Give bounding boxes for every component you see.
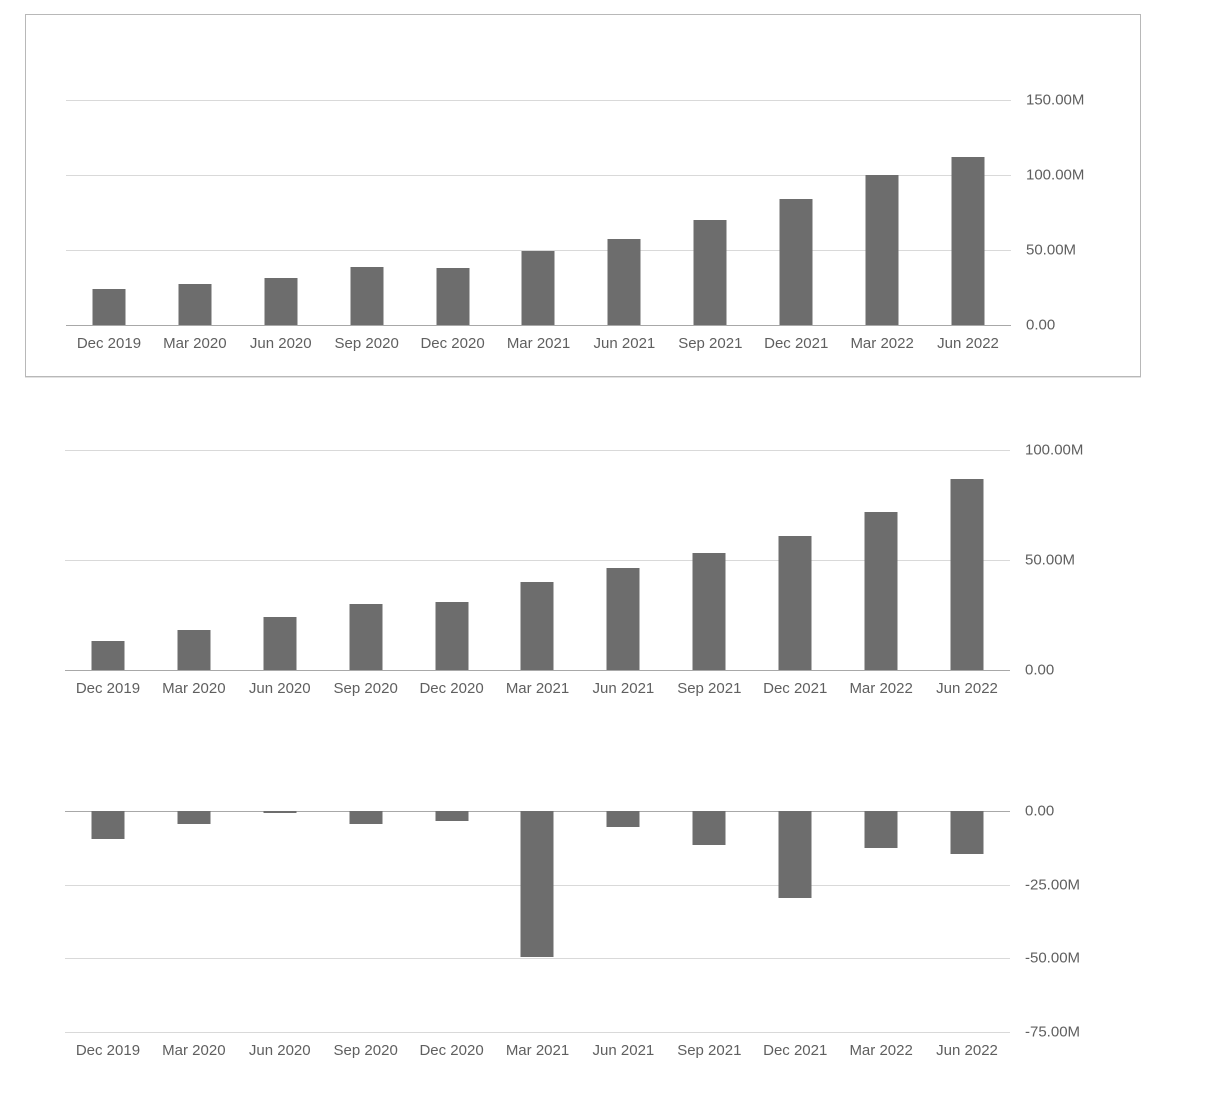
bar[interactable] [952,157,985,325]
xtick-label: Jun 2020 [248,680,311,697]
ytick-label: 100.00M [1026,166,1085,184]
xtick-label: Mar 2020 [162,1042,226,1059]
axis-line-zero [66,325,1011,326]
bar[interactable] [780,199,813,325]
bar-slot [924,811,1010,1032]
bar-slot [237,450,323,670]
bar[interactable] [951,479,984,670]
ytick-label: -75.00M [1025,1023,1081,1041]
axis-line-zero [65,670,1010,671]
bar[interactable] [521,811,554,957]
xtick-label: Dec 2019 [76,335,142,352]
bar[interactable] [349,811,382,824]
bar[interactable] [694,220,727,325]
xtick-label: Jun 2022 [937,335,999,352]
xtick-label: Mar 2022 [849,680,913,697]
bar[interactable] [435,602,468,670]
xtick-label: Sep 2020 [333,680,398,697]
bar-slot [409,450,495,670]
xtick-label: Jun 2020 [248,1042,311,1059]
bar-slot [495,450,581,670]
bar-slot [323,811,409,1032]
xtick-label: Dec 2019 [75,1042,141,1059]
bar[interactable] [435,811,468,821]
bar-slot [324,77,410,325]
bar[interactable] [92,289,125,325]
bar[interactable] [865,512,898,670]
xtick-label: Sep 2021 [677,1042,742,1059]
xtick-label: Sep 2021 [677,680,742,697]
bar-slot [410,77,496,325]
bar-slot [752,811,838,1032]
ytick-label: 0.00 [1026,316,1056,334]
bar[interactable] [607,811,640,827]
xtick-label: Dec 2019 [75,680,141,697]
bar[interactable] [436,268,469,325]
bar-slot [925,77,1011,325]
bar[interactable] [178,284,211,325]
plot-area-2-bars [65,450,1010,670]
bar-slot [580,450,666,670]
ytick-label: 150.00M [1026,91,1085,108]
xtick-label: Dec 2021 [763,1042,828,1059]
xtick-label: Mar 2022 [849,1042,913,1059]
bar-slot [237,811,323,1032]
gridline-minus75 [65,1032,1010,1033]
xtick-label: Jun 2021 [592,680,655,697]
bar-slot [666,811,752,1032]
bar[interactable] [865,811,898,848]
bar[interactable] [91,811,124,839]
bar[interactable] [91,641,124,670]
bar-slot [151,811,237,1032]
bar[interactable] [349,604,382,670]
xtick-label: Jun 2022 [936,1042,998,1059]
ytick-label: -25.00M [1025,876,1081,894]
xtick-label: Dec 2020 [419,680,484,697]
bar-slot [667,77,753,325]
bar-slot [838,450,924,670]
xtick-label: Jun 2021 [592,1042,655,1059]
bar-series-3 [65,811,1010,1032]
bar[interactable] [779,536,812,670]
xtick-label: Mar 2022 [850,335,914,352]
chart-panel-1 [25,14,1141,377]
bar-slot [496,77,582,325]
xtick-label: Jun 2022 [936,680,998,697]
bar-slot [151,450,237,670]
xtick-label: Mar 2021 [506,335,571,352]
xtick-label: Mar 2021 [505,1042,570,1059]
bar[interactable] [607,568,640,670]
bar-slot [839,77,925,325]
bar[interactable] [693,811,726,845]
bar-slot [580,811,666,1032]
xtick-label: Dec 2020 [420,335,485,352]
bar-slot [666,450,752,670]
xtick-label: Dec 2021 [764,335,829,352]
bar[interactable] [521,582,554,670]
bar-slot [924,450,1010,670]
plot-area-3-bars [65,811,1010,1032]
bar-slot [581,77,667,325]
xtick-label: Jun 2021 [593,335,656,352]
xtick-label: Mar 2020 [163,335,227,352]
bar[interactable] [522,251,555,325]
bar-slot [238,77,324,325]
bar[interactable] [350,267,383,325]
bar-slot [323,450,409,670]
bar-slot [495,811,581,1032]
xtick-label: Sep 2020 [333,1042,398,1059]
bar[interactable] [693,553,726,670]
bar-slot [66,77,152,325]
xtick-label: Sep 2021 [678,335,743,352]
bar[interactable] [264,278,297,325]
ytick-label: 50.00M [1026,241,1077,259]
xtick-label: Dec 2021 [763,680,828,697]
bar-series-2 [65,450,1010,670]
xtick-label: Dec 2020 [419,1042,484,1059]
plot-area-1 [66,77,1011,325]
xtick-label: Jun 2020 [249,335,312,352]
xtick-label: Mar 2020 [162,680,226,697]
bar[interactable] [779,811,812,898]
bar[interactable] [177,630,210,670]
ytick-label: 50.00M [1025,551,1076,569]
bar-slot [152,77,238,325]
bar-slot [753,77,839,325]
bar[interactable] [263,617,296,670]
bar[interactable] [608,239,641,325]
ytick-label: 100.00M [1025,441,1084,459]
ytick-label: -50.00M [1025,949,1081,967]
bar[interactable] [866,175,899,325]
bar-slot [65,450,151,670]
bar[interactable] [263,811,296,813]
bar-slot [409,811,495,1032]
bar-slot [65,811,151,1032]
xtick-label: Sep 2020 [334,335,399,352]
bar-slot [838,811,924,1032]
ytick-label: 0.00 [1025,802,1055,820]
bar[interactable] [177,811,210,824]
xtick-label: Mar 2021 [505,680,570,697]
bar-slot [752,450,838,670]
ytick-label: 0.00 [1025,661,1055,679]
bar[interactable] [951,811,984,854]
bar-series-1 [66,77,1011,325]
